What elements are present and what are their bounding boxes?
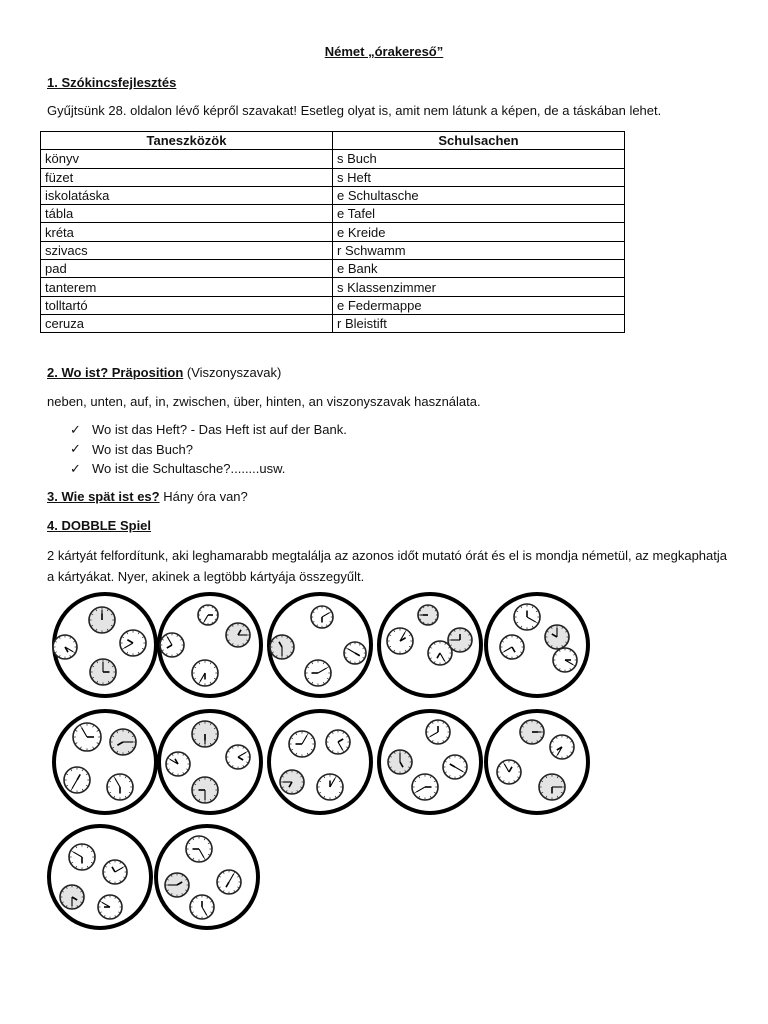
table-cell: s Buch xyxy=(333,150,625,168)
dobble-card xyxy=(379,594,481,696)
section3-title xyxy=(47,489,248,504)
dobble-card xyxy=(379,711,481,813)
clock-icon xyxy=(326,730,350,754)
column-header: Schulsachen xyxy=(333,132,625,150)
section2-subtitle: (Viszonyszavak) xyxy=(186,365,282,380)
table-cell: s Heft xyxy=(333,168,625,186)
dobble-card xyxy=(486,711,588,813)
dobble-card xyxy=(269,711,371,813)
clock-icon xyxy=(270,635,294,659)
table-row xyxy=(41,223,625,241)
clock-icon xyxy=(226,745,250,769)
clock-icon xyxy=(448,628,472,652)
checkmark-icon: ✓ xyxy=(70,460,81,476)
card-outline xyxy=(54,711,156,813)
table-header-row xyxy=(41,132,625,150)
list-item-text: Wo ist das Heft? - Das Heft ist auf der Bank. xyxy=(92,422,347,438)
card-outline xyxy=(486,711,588,813)
card-outline xyxy=(269,711,371,813)
section2-heading: 2. Wo ist? Präposition xyxy=(47,365,184,380)
clock-icon xyxy=(344,642,366,664)
table-cell: tolltartó xyxy=(41,296,333,314)
clock-icon xyxy=(73,723,101,751)
clock-icon xyxy=(69,844,95,870)
clock-icon xyxy=(89,607,115,633)
table-cell: iskolatáska xyxy=(41,186,333,204)
section1-instruction: Gyűjtsünk 28. oldalon lévő képről szavakat! Esetleg olyat is, amit nem látunk a képen, de a táskában lehet. xyxy=(47,103,662,118)
clock-icon xyxy=(514,604,540,630)
page-title: Német „órakereső” xyxy=(324,44,444,59)
card-outline xyxy=(159,594,261,696)
table-cell: füzet xyxy=(41,168,333,186)
clock-icon xyxy=(280,770,304,794)
dobble-card xyxy=(159,711,261,813)
clock-icon xyxy=(53,635,77,659)
card-outline xyxy=(269,594,371,696)
table-cell: könyv xyxy=(41,150,333,168)
table-row xyxy=(41,241,625,259)
card-outline xyxy=(54,594,156,696)
clock-icon xyxy=(545,625,569,649)
table-row xyxy=(41,150,625,168)
clock-icon xyxy=(388,750,412,774)
table-row xyxy=(41,296,625,314)
card-outline xyxy=(486,594,588,696)
table-cell: pad xyxy=(41,260,333,278)
clock-icon xyxy=(428,641,452,665)
card-outline xyxy=(379,711,481,813)
list-item-text: Wo ist das Buch? xyxy=(92,441,193,457)
clock-icon xyxy=(443,755,467,779)
clock-icon xyxy=(311,606,333,628)
card-outline xyxy=(156,826,258,928)
table-cell: e Federmappe xyxy=(333,296,625,314)
clock-icon xyxy=(110,729,136,755)
column-header: Taneszközök xyxy=(41,132,333,150)
clock-icon xyxy=(226,623,250,647)
clock-icon xyxy=(387,628,413,654)
table-row xyxy=(41,186,625,204)
table-row xyxy=(41,260,625,278)
clock-icon xyxy=(192,777,218,803)
clock-icon xyxy=(64,767,90,793)
dobble-card xyxy=(486,594,588,696)
clock-icon xyxy=(107,774,133,800)
table-row xyxy=(41,168,625,186)
clock-icon xyxy=(426,720,450,744)
clock-icon xyxy=(190,895,214,919)
clock-icon xyxy=(550,735,574,759)
section3-text: Hány óra van? xyxy=(163,489,248,504)
clock-icon xyxy=(317,774,343,800)
table-cell: szivacs xyxy=(41,241,333,259)
table-cell: e Bank xyxy=(333,260,625,278)
table-cell: e Kreide xyxy=(333,223,625,241)
dobble-card xyxy=(156,826,258,928)
clock-icon xyxy=(60,885,84,909)
clock-icon xyxy=(520,720,544,744)
table-cell: e Schultasche xyxy=(333,186,625,204)
clock-icon xyxy=(103,860,127,884)
table-cell: r Schwamm xyxy=(333,241,625,259)
section2-title xyxy=(47,365,281,380)
table-cell: s Klassenzimmer xyxy=(333,278,625,296)
clock-icon xyxy=(217,870,241,894)
section3-heading: 3. Wie spät ist es? xyxy=(47,489,160,504)
table-cell: tábla xyxy=(41,205,333,223)
clock-icon xyxy=(539,774,565,800)
table-row xyxy=(41,314,625,332)
table-row xyxy=(41,205,625,223)
clock-icon xyxy=(120,630,146,656)
bullet-list xyxy=(70,420,347,479)
clock-icon xyxy=(192,721,218,747)
checkmark-icon: ✓ xyxy=(70,421,81,437)
table-cell: kréta xyxy=(41,223,333,241)
dobble-card xyxy=(269,594,371,696)
clock-icon xyxy=(160,633,184,657)
table-cell: ceruza xyxy=(41,314,333,332)
clock-icon xyxy=(289,731,315,757)
clock-icon xyxy=(305,660,331,686)
table-cell: e Tafel xyxy=(333,205,625,223)
dobble-card xyxy=(53,594,156,696)
section2-text: neben, unten, auf, in, zwischen, über, hinten, an viszonyszavak használata. xyxy=(47,394,481,409)
card-outline xyxy=(159,711,261,813)
list-item xyxy=(70,440,347,460)
section4-heading: 4. DOBBLE Spiel xyxy=(47,518,152,533)
list-item-text: Wo ist die Schultasche?........usw. xyxy=(92,461,286,477)
clock-icon xyxy=(418,605,438,625)
card-outline xyxy=(379,594,481,696)
list-item xyxy=(70,459,347,479)
clock-icon xyxy=(186,836,212,862)
dobble-card xyxy=(159,594,261,696)
clock-icon xyxy=(165,873,189,897)
card-outline xyxy=(49,826,151,928)
clock-icon xyxy=(198,605,218,625)
section1-heading: 1. Szókincsfejlesztés xyxy=(47,75,177,90)
table-row xyxy=(41,278,625,296)
list-item xyxy=(70,420,347,440)
clock-icon xyxy=(412,774,438,800)
clock-icon xyxy=(192,660,218,686)
clock-icon xyxy=(166,752,190,776)
clock-icon xyxy=(98,895,122,919)
table-cell: r Bleistift xyxy=(333,314,625,332)
vocabulary-table xyxy=(40,131,625,333)
dobble-card xyxy=(54,711,156,813)
table-cell: tanterem xyxy=(41,278,333,296)
clock-icon xyxy=(497,760,521,784)
dobble-card xyxy=(49,826,151,928)
clock-icon xyxy=(90,659,116,685)
checkmark-icon: ✓ xyxy=(70,441,81,457)
clock-icon xyxy=(500,635,524,659)
clock-icon xyxy=(553,648,577,672)
section4-text: 2 kártyát felfordítunk, aki leghamarabb megtalálja az azonos időt mutató órát és el is mondja németül, az megkaphatja a kártyákat. Nyer, akinek a legtöbb kártyája összegyűlt. xyxy=(47,548,727,584)
